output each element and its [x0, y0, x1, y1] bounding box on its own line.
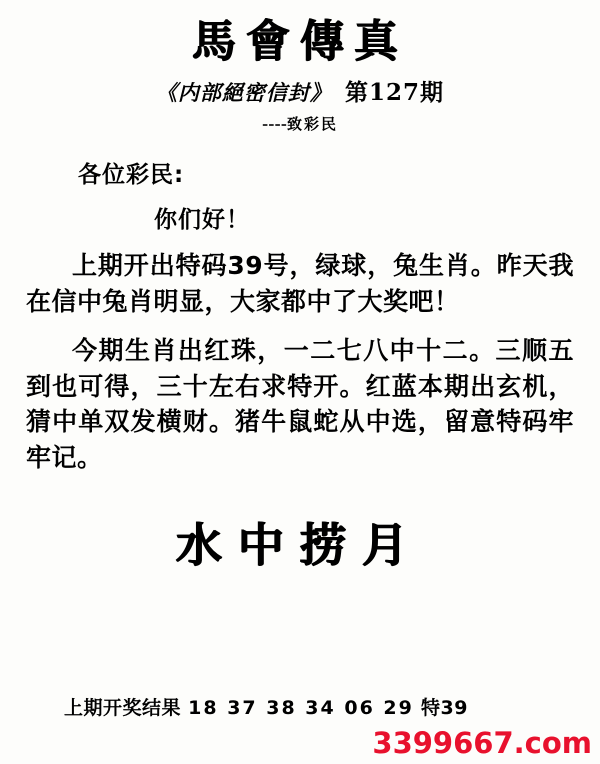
- paragraph-2: 今期生肖出红珠，一二七八中十二。三顺五到也可得，三十左右求特开。红蓝本期出玄机，猜中单双发横财。猪牛鼠蛇从中选，留意特码牢牢记。: [26, 336, 574, 472]
- issue-number: 第127期: [345, 79, 445, 107]
- greeting: 你们好！: [154, 207, 250, 234]
- dedication-lead: ----: [262, 115, 287, 134]
- footer-label: 上期开奖结果: [64, 697, 182, 719]
- footer-results: [0, 693, 600, 720]
- watermark: 3399667.com: [372, 726, 592, 760]
- page-title: 馬會傳真: [192, 16, 408, 67]
- highlight-phrase: 水中捞月: [176, 518, 424, 573]
- subtitle-row: [0, 74, 600, 107]
- salutation: 各位彩民:: [78, 162, 185, 189]
- letter-body: [26, 156, 574, 575]
- paragraph-1: 上期开出特码39号，绿球，兔生肖。昨天我在信中兔肖明显，大家都中了大奖吧！: [26, 251, 574, 316]
- footer-numbers: 18 37 38 34 06 29: [188, 697, 414, 719]
- dedication-text: 致彩民: [286, 115, 338, 134]
- dedication-line: [0, 113, 600, 134]
- footer-special: 特39: [420, 697, 468, 719]
- subtitle-text: 《内部絕密信封》: [155, 80, 332, 106]
